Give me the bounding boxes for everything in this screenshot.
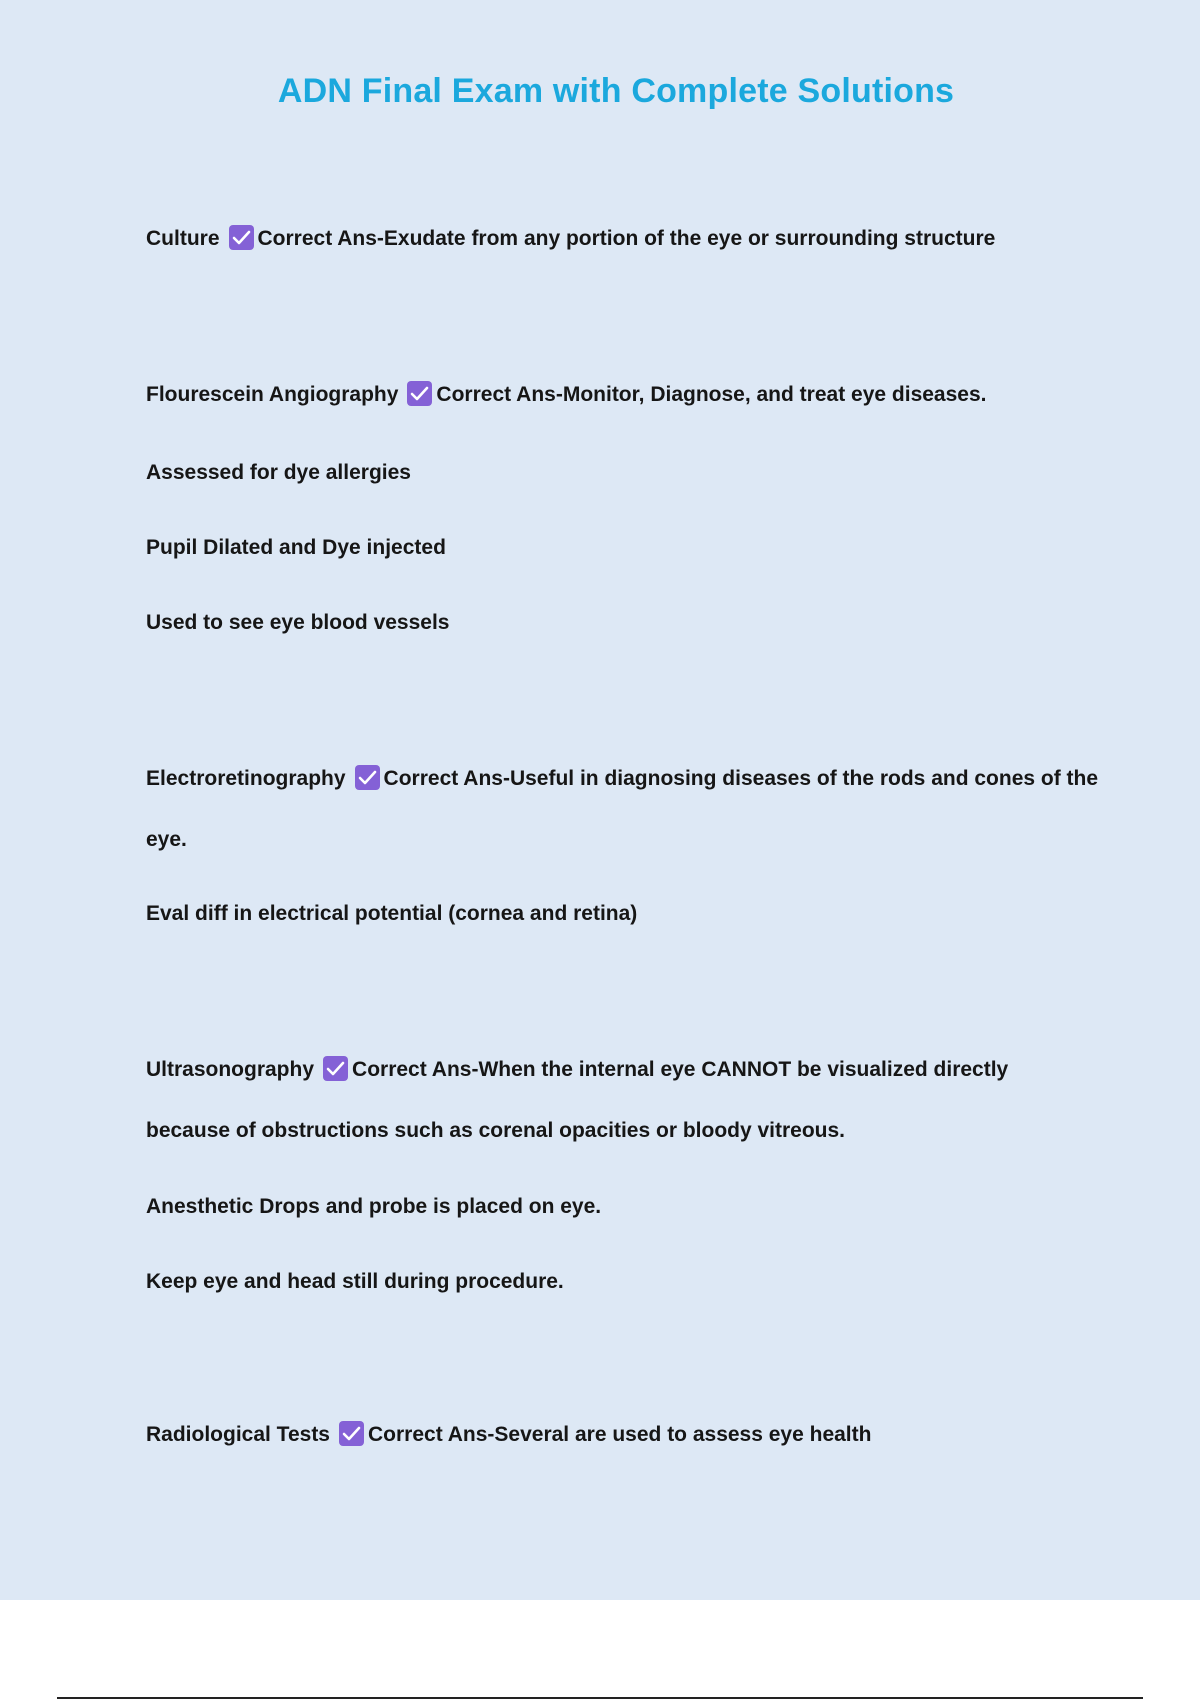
entry-answer: Correct Ans-When the internal eye CANNOT be visualized directly [352, 1058, 1009, 1081]
entry-electroretinography [146, 765, 1098, 793]
entry-term: Flourescein Angiography [146, 383, 399, 406]
footer-divider [57, 1697, 1143, 1699]
entry-note: Eval diff in electrical potential (cornea and retina) [146, 902, 638, 925]
entry-note: Keep eye and head still during procedure. [146, 1270, 564, 1293]
entry-answer-continued: eye. [146, 828, 187, 851]
checkbox-checked-icon [323, 1056, 348, 1081]
entry-note: Assessed for dye allergies [146, 461, 411, 484]
entry-flourescein-angiography [146, 381, 986, 409]
entry-ultrasonography [146, 1056, 1008, 1084]
entry-answer: Correct Ans-Several are used to assess eye health [368, 1423, 872, 1446]
entry-answer: Correct Ans-Useful in diagnosing diseases of the rods and cones of the [383, 767, 1099, 790]
page-title: ADN Final Exam with Complete Solutions [277, 72, 955, 110]
entry-note: Anesthetic Drops and probe is placed on eye. [146, 1195, 602, 1218]
entry-answer-continued: because of obstructions such as corenal opacities or bloody vitreous. [146, 1119, 846, 1142]
entry-note: Pupil Dilated and Dye injected [146, 536, 446, 559]
entry-term: Ultrasonography [146, 1058, 315, 1081]
checkbox-checked-icon [339, 1421, 364, 1446]
entry-culture [146, 225, 995, 253]
entry-answer: Correct Ans-Monitor, Diagnose, and treat eye diseases. [436, 383, 987, 406]
checkbox-checked-icon [355, 765, 380, 790]
checkbox-checked-icon [229, 225, 254, 250]
checkbox-checked-icon [407, 381, 432, 406]
entry-term: Culture [146, 227, 220, 250]
entry-radiological-tests [146, 1421, 871, 1449]
entry-term: Radiological Tests [146, 1423, 330, 1446]
entry-note: Used to see eye blood vessels [146, 611, 450, 634]
entry-term: Electroretinography [146, 767, 346, 790]
entry-answer: Correct Ans-Exudate from any portion of the eye or surrounding structure [257, 227, 996, 250]
